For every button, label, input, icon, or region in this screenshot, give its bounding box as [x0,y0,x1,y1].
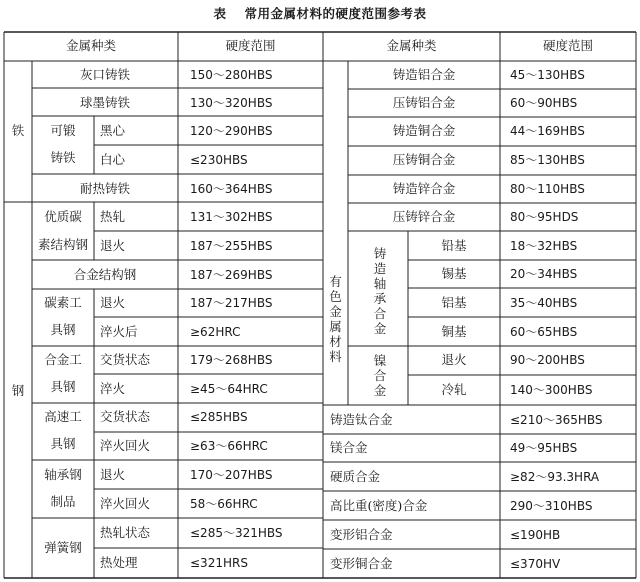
ss-heat-treated-name: 热处理 [100,555,138,570]
mg-alloy-value: 49～95HBS [510,441,578,455]
pb-base-name: 铅基 [441,238,467,253]
ct-annealed-value: 187～217HBS [190,296,273,310]
mg-alloy-name: 镁合金 [330,440,368,455]
bs-quench-value: 58～66HRC [190,497,258,511]
spring-steel-name: 弹簧钢 [44,540,82,555]
wrought-cu-value: ≤370HV [510,557,561,571]
at-quench-name: 淬火 [100,381,126,396]
bs-annealed-name: 退火 [100,467,126,482]
die-zn-value: 80～95HDS [510,210,579,224]
alloy-tool-line2: 具钢 [50,379,76,394]
alloy-tool-line1: 合金工 [44,352,82,367]
hs-delivery-name: 交货状态 [100,409,151,424]
quality-carbon-line1: 优质碳 [44,209,82,224]
group-nickel-alloy [352,353,408,398]
cast-zn-value: 80～110HBS [510,182,585,196]
wrought-al-name: 变形铝合金 [330,527,393,542]
nickel-alloy-char: 金 [373,383,387,398]
al-base-value: 35～40HBS [510,296,578,310]
nonferrous-char: 有 [329,274,342,289]
cast-cu-name: 铸造铜合金 [392,123,456,138]
ni-cold-value: 140～300HBS [510,383,593,397]
cast-ti-value: ≤210～365HBS [510,413,603,427]
ct-annealed-name: 退火 [100,295,126,310]
bs-quench-name: 淬火回火 [100,496,151,511]
ni-annealed-value: 90～200HBS [510,353,585,367]
bearing-alloy-char: 造 [373,261,387,276]
alloy-struct-value: 187～269HBS [190,268,273,282]
ni-annealed-name: 退火 [441,352,467,367]
ni-cold-name: 冷轧 [441,382,467,397]
nonferrous-char: 材 [329,334,342,349]
nickel-alloy-char: 镍 [373,353,387,368]
white-heart-name: 白心 [100,152,126,167]
nonferrous-char: 金 [329,304,342,319]
qc-hot-rolled-value: 131～302HBS [190,210,273,224]
hs-tool-line1: 高速工 [44,409,82,424]
bearing-steel-line2: 制品 [50,494,76,509]
header-hardness-left: 硬度范围 [225,38,276,53]
nonferrous-char: 属 [329,319,342,334]
cu-base-value: 60～65HBS [510,325,578,339]
ss-hot-rolled-name: 热轧状态 [100,525,151,540]
cast-al-name: 铸造铝合金 [392,67,456,82]
nodular-iron-value: 130～320HBS [190,96,273,110]
bearing-steel-line1: 轴承钢 [44,467,82,482]
bearing-alloy-char: 铸 [373,246,387,261]
cast-ti-name: 铸造钛合金 [330,412,393,427]
die-cu-name: 压铸铜合金 [392,152,456,167]
hs-delivery-value: ≤285HBS [190,410,248,424]
hs-quench-name: 淬火回火 [100,438,151,453]
gray-iron-name: 灰口铸铁 [79,67,130,82]
bearing-alloy-char: 金 [373,321,387,336]
quality-carbon-line2: 素结构钢 [37,237,88,252]
ss-heat-treated-value: ≤321HRS [190,556,248,570]
qc-annealed-value: 187～255HBS [190,239,273,253]
ct-quenched-value: ≥62HRC [190,325,241,339]
heat-res-iron-value: 160～364HBS [190,182,273,196]
nickel-alloy-char: 合 [373,368,387,383]
at-delivery-value: 179～268HBS [190,353,273,367]
carbon-tool-line1: 碳素工 [44,295,82,310]
cu-base-name: 铜基 [441,324,467,339]
die-al-name: 压铸铝合金 [392,95,456,110]
hs-quench-value: ≥63～66HRC [190,439,268,453]
bearing-alloy-char: 合 [373,306,387,321]
carbon-tool-line2: 具钢 [50,322,76,337]
die-al-value: 60～90HBS [510,96,578,110]
die-cu-value: 85～130HBS [510,153,585,167]
malleable-name-line1: 可锻 [50,123,76,138]
nodular-iron-name: 球墨铸铁 [79,95,130,110]
ct-quenched-name: 淬火后 [100,324,138,339]
malleable-name-line2: 铸铁 [50,150,76,165]
header-metal-type-left: 金属种类 [65,38,116,53]
group-bearing-alloy [352,246,408,336]
table-caption: 常用金属材料的硬度范围参考表 [244,6,427,21]
heavy-alloy-value: 290～310HBS [510,499,593,513]
black-heart-value: 120～290HBS [190,124,273,138]
bs-annealed-value: 170～207HBS [190,468,273,482]
bearing-alloy-char: 承 [373,291,387,306]
sn-base-value: 20～34HBS [510,267,578,281]
hard-alloy-value: ≥82～93.3HRA [510,470,600,484]
nonferrous-char: 料 [329,349,342,364]
bearing-alloy-char: 轴 [373,276,387,291]
cast-al-value: 45～130HBS [510,68,585,82]
cast-cu-value: 44～169HBS [510,124,585,138]
die-zn-name: 压铸锌合金 [392,209,456,224]
heat-res-iron-name: 耐热铸铁 [79,181,130,196]
pb-base-value: 18～32HBS [510,239,578,253]
hs-tool-line2: 具钢 [50,436,76,451]
group-steel: 钢 [11,383,25,398]
qc-hot-rolled-name: 热轧 [100,209,126,224]
nonferrous-char: 色 [329,289,342,304]
cast-zn-name: 铸造锌合金 [392,181,456,196]
header-metal-type-right: 金属种类 [386,38,437,53]
group-nonferrous [323,274,348,364]
black-heart-name: 黑心 [100,123,126,138]
group-iron: 铁 [11,123,25,138]
gray-iron-value: 150～280HBS [190,68,273,82]
white-heart-value: ≤230HBS [190,153,248,167]
alloy-struct-name: 合金结构钢 [73,267,137,282]
al-base-name: 铝基 [441,295,467,310]
hard-alloy-name: 硬质合金 [330,469,381,484]
at-delivery-name: 交货状态 [100,352,151,367]
header-hardness-right: 硬度范围 [542,38,593,53]
ss-hot-rolled-value: ≤285～321HBS [190,526,283,540]
sn-base-name: 锡基 [441,266,467,281]
qc-annealed-name: 退火 [100,238,126,253]
wrought-cu-name: 变形铜合金 [330,556,393,571]
table-label: 表 [213,6,227,21]
at-quench-value: ≥45～64HRC [190,382,268,396]
wrought-al-value: ≤190HB [510,528,561,542]
heavy-alloy-name: 高比重(密度)合金 [330,498,428,513]
